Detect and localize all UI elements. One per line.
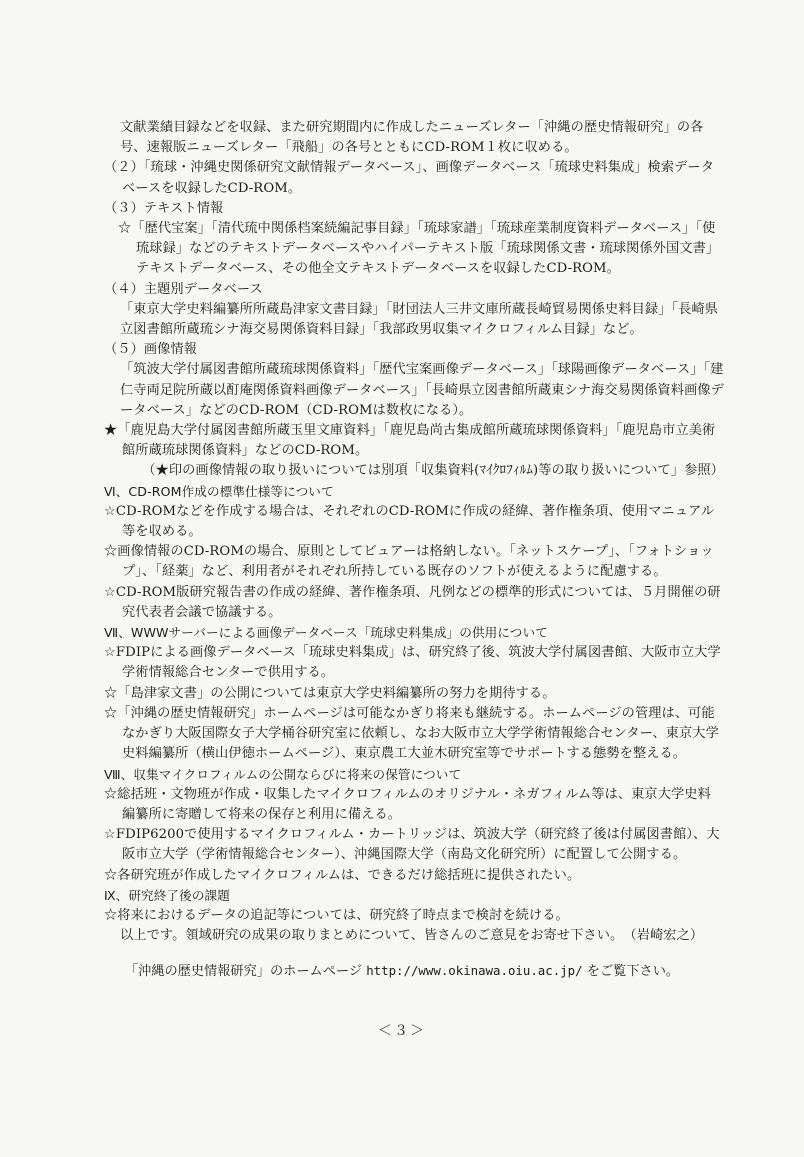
section-8-heading: Ⅷ、収集マイクロフィルムの公開ならびに将来の保管について — [104, 766, 462, 782]
document-body — [104, 118, 724, 946]
homepage-notice — [0, 960, 804, 979]
note-star-handling: （★印の画像情報の取り扱いについては別項「収集資料(ﾏｲｸﾛﾌｨﾙﾑ)等の取り扱いについて」参照） — [142, 463, 724, 479]
section-6-item-1: ☆CD-ROMなどを作成する場合は、それぞれのCD-ROMに作成の経緯、著作権条項、使用マニュアル等を収める。 — [104, 503, 715, 540]
item-star-kagoshima: ★「鹿児島大学付属図書館所蔵玉里文庫資料」「鹿児島尚古集成館所蔵琉球関係資料」「鹿児島市立美術館所蔵琉球関係資料」などのCD-ROM。 — [104, 423, 716, 459]
homepage-url-link[interactable]: http://www.okinawa.oiu.ac.jp/ — [366, 963, 583, 978]
section-7-item-1: ☆FDIPによる画像データベース「琉球史料集成」は、研究終了後、筑波大学付属図書館、大阪市立大学学術情報総合センターで供用する。 — [104, 645, 721, 681]
homepage-notice-prefix: 「沖縄の歴史情報研究」のホームページ — [124, 964, 363, 979]
section-8-item-3: ☆各研究班が作成したマイクロフィルムは、できるだけ総括班に提供されたい。 — [104, 867, 581, 883]
section-7-heading: Ⅶ、WWWサーバーによる画像データベース「琉球史料集成」の供用について — [104, 625, 548, 641]
section-7-item-3: ☆「沖縄の歴史情報研究」ホームページは可能なかぎり将来も継続する。ホームページの管理は、可能なかぎり大阪国際女子大学桶谷研究室に依頼し、なお大阪市立大学学術情報総合センター、東京大学史料編纂所（横山伊徳ホームページ）、東京農工大並木研究室等でサポートする態勢を整える。 — [104, 705, 719, 762]
section-9-heading: Ⅸ、研究終了後の課題 — [104, 887, 230, 903]
section-6-item-2: ☆画像情報のCD-ROMの場合、原則としてビュアーは格納しない。「ネットスケープ」、「フォトショップ」、「経薬」など、利用者がそれぞれ所持している既存のソフトが使えるように配慮する。 — [104, 544, 714, 580]
item-3-text-db: ☆「歴代宝案」「清代琉中関係档案続編記事目録」「琉球家譜」「琉球産業制度資料データベース」「使琉球録」などのテキストデータベースやハイパーテキスト版「琉球関係文書・琉球関係外国文書」テキストデータベース、その他全文テキストデータベースを収録したCD-ROM。 — [118, 221, 720, 277]
section-8-item-2: ☆FDIP6200で使用するマイクロフィルム・カートリッジは、筑波大学（研究終了後は付属図書館）、大阪市立大学（学術情報総合センター）、沖縄国際大学（南島文化研究所）に配置して公開する。 — [104, 827, 720, 863]
item-2-bibliography-db: （２）「琉球・沖縄史関係研究文献情報データベース」、画像データベース「琉球史料集成」検索データベースを収録したCD-ROM。 — [104, 160, 714, 196]
closing-remarks: 以上です。領域研究の成果の取りまとめについて、皆さんのご意見をお寄せ下さい。 （岩崎宏之） — [120, 928, 704, 944]
section-8-item-1: ☆総括班・文物班が作成・収集したマイクロフィルムのオリジナル・ネガフィルム等は、東京大学史料編纂所に寄贈して将来の保存と利用に備える。 — [104, 786, 711, 822]
heading-4-subject-db: （４）主題別データベース — [104, 281, 263, 297]
section-6-item-3: ☆CD-ROM版研究報告書の作成の経緯、著作権条項、凡例などの標準的形式については、５月開催の研究代表者会議で協議する。 — [104, 584, 721, 620]
heading-3-text-info: （３）テキスト情報 — [104, 200, 224, 216]
page-number: ＜３＞ — [378, 1023, 426, 1039]
heading-5-image-info: （５）画像情報 — [104, 342, 198, 358]
section-9-item-1: ☆将来におけるデータの追記等については、研究終了時点まで検討を続ける。 — [104, 907, 569, 923]
homepage-notice-suffix: をご覧下さい。 — [586, 964, 680, 979]
item-5-image-cdrom: 「筑波大学付属図書館所蔵琉球関係資料」「歴代宝案画像データベース」「球陽画像データベース」「建仁寺両足院所蔵以酊庵関係資料画像データベース」「長崎県立図書館所蔵東シナ海交易関係資料画像データベース」などのCD-ROM（CD-ROMは数枚になる）。 — [120, 362, 724, 418]
section-7-item-2: ☆「島津家文書」の公開については東京大学史料編纂所の努力を期待する。 — [104, 685, 556, 701]
section-6-heading: Ⅵ、CD-ROM作成の標準仕様等について — [104, 483, 334, 499]
paragraph-intro-continued: 文献業績目録などを収録、また研究期間内に作成したニューズレター「沖縄の歴史情報研究」の各号、速報版ニューズレター「飛船」の各号とともにCD-ROM１枚に収める。 — [120, 120, 704, 156]
item-4-subject-db: 「東京大学史料編纂所所蔵島津家文書目録」「財団法人三井文庫所蔵長崎貿易関係史料目録」「長崎県立図書館所蔵琉シナ海交易関係資料目録」「我部政男収集マイクロフィルム目録」など。 — [120, 301, 719, 338]
